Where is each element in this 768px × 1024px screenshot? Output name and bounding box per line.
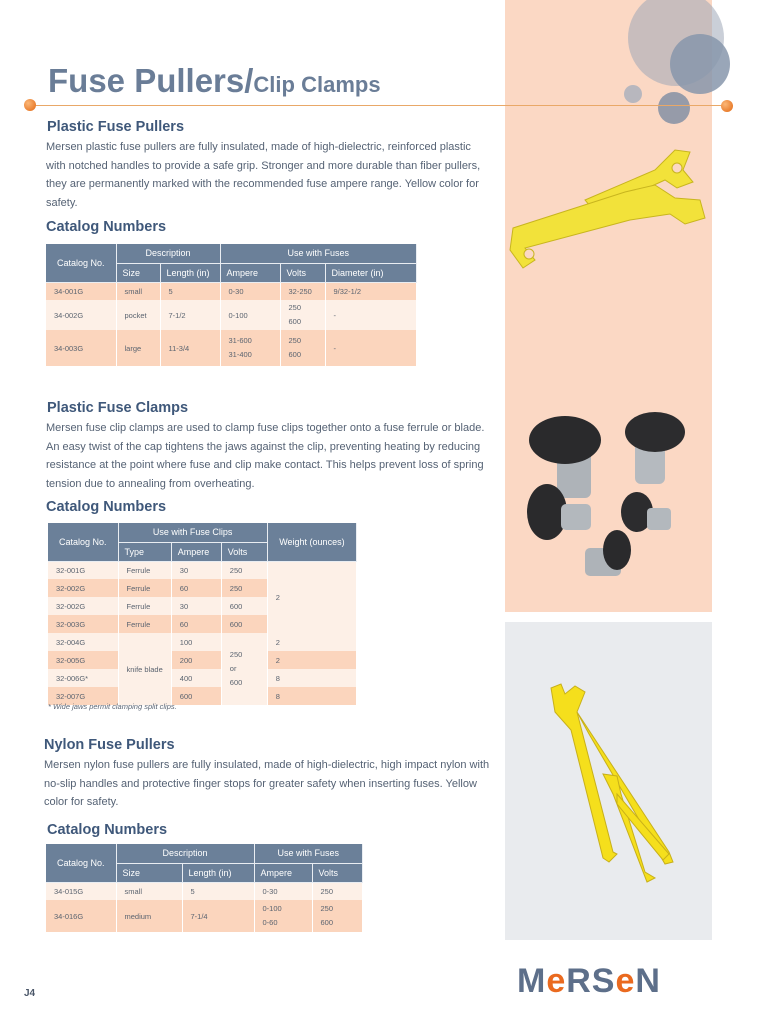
catalog-table-plastic-pullers [46, 244, 417, 366]
cell-ampere: 30 [171, 561, 221, 579]
title-rule [30, 105, 726, 106]
cell-volts: 250 600 [280, 330, 325, 366]
col-volts: Volts [221, 542, 267, 561]
section-body-nylon-fuse-pullers: Mersen nylon fuse pullers are fully insulated, made of high-dielectric, high impact nylon with no-slip handles and protective finger stops for greater safety when inserting fuses. Yellow color for safety. [44, 759, 490, 808]
cell-catalog: 32-001G [48, 561, 118, 579]
cell-ampere: 0-100 [220, 300, 280, 330]
cell-ampere: 0-30 [220, 282, 280, 300]
col-volts: Volts [280, 263, 325, 282]
cell-catalog: 34-016G [46, 900, 116, 932]
cell-catalog: 32-005G [48, 651, 118, 669]
cell-ampere: 400 [171, 669, 221, 687]
cell-catalog: 32-002G [48, 597, 118, 615]
cell-volts: 250 600 [312, 900, 363, 932]
cell-size: large [116, 330, 160, 366]
cell-catalog: 34-001G [46, 282, 116, 300]
group-use-with-fuse-clips: Use with Fuse Clips [118, 523, 267, 542]
catalog-heading-1: Catalog Numbers [46, 219, 167, 235]
cell-volts: 250 [312, 882, 363, 900]
cell-ampere: 200 [171, 651, 221, 669]
cell-catalog: 34-015G [46, 882, 116, 900]
col-type: Type [118, 542, 171, 561]
plastic-fuse-pullers-photo [505, 140, 712, 290]
cell-catalog: 32-002G [48, 579, 118, 597]
table-row [48, 669, 357, 687]
cell-ampere: 600 [171, 687, 221, 705]
cell-catalog: 32-004G [48, 633, 118, 651]
cell-diameter: - [325, 330, 417, 366]
cell-volts: 250 600 [280, 300, 325, 330]
orange-dot-right [721, 100, 733, 112]
cell-diameter: 9/32-1/2 [325, 282, 417, 300]
cell-size: medium [116, 900, 182, 932]
table-row [46, 900, 363, 932]
col-ampere: Ampere [171, 542, 221, 561]
table-row [46, 300, 417, 330]
cell-ampere: 60 [171, 579, 221, 597]
cell-catalog: 32-007G [48, 687, 118, 705]
cell-ampere: 0-30 [254, 882, 312, 900]
cell-volts: 250 [221, 561, 267, 579]
cell-ampere: 30 [171, 597, 221, 615]
cell-ampere: 31-600 31-400 [220, 330, 280, 366]
cell-catalog: 34-002G [46, 300, 116, 330]
section-body-plastic-fuse-clamps: Mersen fuse clip clamps are used to clamp fuse clips together onto a fuse ferrule or blade. An easy twist of the cap tightens the jaws against the clip, preventing heating by reducing resistance at the point where fuse and clip make contact. This helps prevent loss of spring tension due to annealing from overheating. [46, 422, 485, 490]
page-number: J4 [24, 988, 36, 999]
footnote-wide-jaws: * Wide jaws permit clamping split clips. [48, 702, 177, 711]
plastic-fuse-clamps-photo [505, 400, 712, 590]
group-use-with-fuses: Use with Fuses [220, 244, 417, 263]
col-diameter: Diameter (in) [325, 263, 417, 282]
cell-weight: 8 [267, 687, 356, 705]
col-length: Length (in) [160, 263, 220, 282]
cell-volts: 600 [221, 597, 267, 615]
cell-type: Ferrule [118, 615, 171, 633]
section-heading-plastic-fuse-clamps: Plastic Fuse Clamps [47, 400, 189, 416]
col-size: Size [116, 863, 182, 882]
section-heading-plastic-fuse-pullers: Plastic Fuse Pullers [47, 119, 185, 135]
orange-dot-left [24, 99, 36, 111]
col-length: Length (in) [182, 863, 254, 882]
cell-type: Ferrule [118, 561, 171, 579]
cell-ampere: 100 [171, 633, 221, 651]
cell-catalog: 32-006G* [48, 669, 118, 687]
cell-weight: 2 [267, 633, 356, 651]
cell-ampere: 60 [171, 615, 221, 633]
cell-size: small [116, 882, 182, 900]
col-volts: Volts [312, 863, 363, 882]
cell-weight: 2 [267, 651, 356, 669]
cell-type-knife-blade: knife blade [118, 633, 171, 705]
section-heading-nylon-fuse-pullers: Nylon Fuse Pullers [44, 737, 175, 753]
cell-volts: 250 [221, 579, 267, 597]
catalog-heading-2: Catalog Numbers [46, 499, 167, 515]
cell-volts: 32-250 [280, 282, 325, 300]
cell-type: Ferrule [118, 597, 171, 615]
cell-size: small [116, 282, 160, 300]
cell-size: pocket [116, 300, 160, 330]
cell-ampere: 0-100 0-60 [254, 900, 312, 932]
table-row [48, 561, 357, 579]
cell-length: 11-3/4 [160, 330, 220, 366]
cell-length: 5 [160, 282, 220, 300]
group-use-with-fuses: Use with Fuses [254, 844, 363, 863]
cell-length: 5 [182, 882, 254, 900]
nylon-fuse-pullers-photo [505, 622, 712, 940]
group-description: Description [116, 844, 254, 863]
page-title: Fuse Pullers/Clip Clamps [48, 62, 381, 99]
catalog-heading-3: Catalog Numbers [47, 822, 168, 838]
col-catalog: Catalog No. [48, 523, 118, 561]
catalog-table-clip-clamps [48, 523, 357, 705]
cell-weight: 8 [267, 669, 356, 687]
cell-type: Ferrule [118, 579, 171, 597]
table-row [48, 633, 357, 651]
cell-volts: 600 [221, 615, 267, 633]
catalog-table-nylon-pullers [46, 844, 363, 932]
cell-volts-merged: 250 or 600 [221, 633, 267, 705]
cell-diameter: - [325, 300, 417, 330]
cell-catalog: 34-003G [46, 330, 116, 366]
table-row [46, 330, 417, 366]
cell-length: 7-1/2 [160, 300, 220, 330]
group-description: Description [116, 244, 220, 263]
col-catalog: Catalog No. [46, 244, 116, 282]
col-ampere: Ampere [220, 263, 280, 282]
mersen-logo: MeRSeN [517, 962, 661, 1000]
section-body-plastic-fuse-pullers: Mersen plastic fuse pullers are fully insulated, made of high-dielectric, reinforced plastic with notched handles to provide a safe grip. Stronger and more durable than fiber pullers, they are permanently marked with the recommended fuse ampere range. Yellow color for safety. [46, 141, 481, 209]
table-row [46, 282, 417, 300]
cell-length: 7-1/4 [182, 900, 254, 932]
col-catalog: Catalog No. [46, 844, 116, 882]
cell-catalog: 32-003G [48, 615, 118, 633]
col-ampere: Ampere [254, 863, 312, 882]
col-weight: Weight (ounces) [267, 523, 356, 561]
col-size: Size [116, 263, 160, 282]
table-row [48, 651, 357, 669]
cell-weight-merged: 2 [267, 561, 356, 633]
table-row [46, 882, 363, 900]
